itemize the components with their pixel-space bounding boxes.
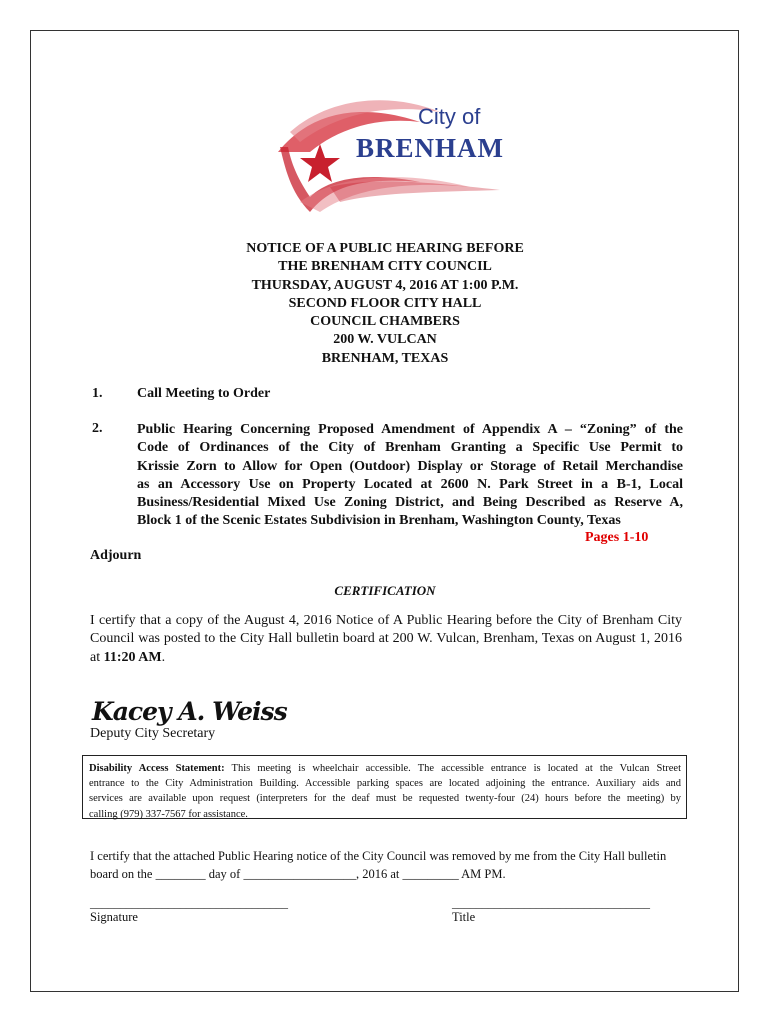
posting-time: 11:20 AM xyxy=(103,649,162,665)
certification-title: CERTIFICATION xyxy=(334,583,436,598)
notice-heading: NOTICE OF A PUBLIC HEARING BEFORE THE BRENHAM CITY COUNCIL THURSDAY, AUGUST 4, 2016 AT 1:00 P.M. SECOND FLOOR CITY HALL COUNCIL CHAMBERS 200 W. VULCAN BRENHAM, TEXAS xyxy=(246,241,524,366)
logo-text-brenham: BRENHAM xyxy=(356,133,504,163)
item-1-number: 1. xyxy=(92,386,103,401)
signature-line: _________________________________ xyxy=(90,896,288,910)
signature-label: Signature xyxy=(90,910,138,924)
adjourn-label: Adjourn xyxy=(90,548,142,563)
item-2-text: Public Hearing Concerning Proposed Amendment of Appendix A – “Zoning” of the Code of Ordinances of the City of Brenham Granting a Specific Use Permit to Krissie Zorn to Allow for Open (Outdoor) Display or Storage of Retail Merchandise as an Accessory Use on Property Located at 2600 N. Park Street in a B-1, Local Business/Residential Mixed Use Zoning District, and Being Described as Reserve A, Block 1 of the Scenic Estates Subdivision in Brenham, Washington County, Texas xyxy=(137,422,683,529)
certification-paragraph: I certify that a copy of the August 4, 2016 Notice of A Public Hearing before the City of Brenham City Council was posted to the City Hall bulletin board at 200 W. Vulcan, Brenham, Texas on August 1, 2016 at 11:20 AM. xyxy=(90,613,682,665)
signature-name: Kacey A. Weiss xyxy=(92,697,287,726)
title-label: Title xyxy=(452,910,476,924)
logo-text-city-of: City of xyxy=(418,104,481,129)
item-2-pages: Pages 1-10 xyxy=(585,530,649,545)
disability-access-statement: Disability Access Statement: This meeting is wheelchair accessible. The accessible entrance is located at the Vulcan Street entrance to the City Administration Building. Accessible parking spaces are located adjoining the entrance. Auxiliary aids and services are available upon request (interpreters for the deaf must be requested twenty-four (24) hours before the meeting) by calling (979) 337-7567 for assistance. xyxy=(82,755,687,819)
signature-title: Deputy City Secretary xyxy=(90,726,216,741)
disability-label: Disability Access Statement: xyxy=(89,763,225,774)
title-line: _________________________________ xyxy=(452,896,650,910)
removal-certification: I certify that the attached Public Hearing notice of the City Council was removed by me from the City Hall bulletin board on the ________ day of __________________, 2016 at _________ AM PM. xyxy=(90,849,667,881)
item-1-text: Call Meeting to Order xyxy=(137,386,271,401)
item-2-number: 2. xyxy=(92,421,103,436)
